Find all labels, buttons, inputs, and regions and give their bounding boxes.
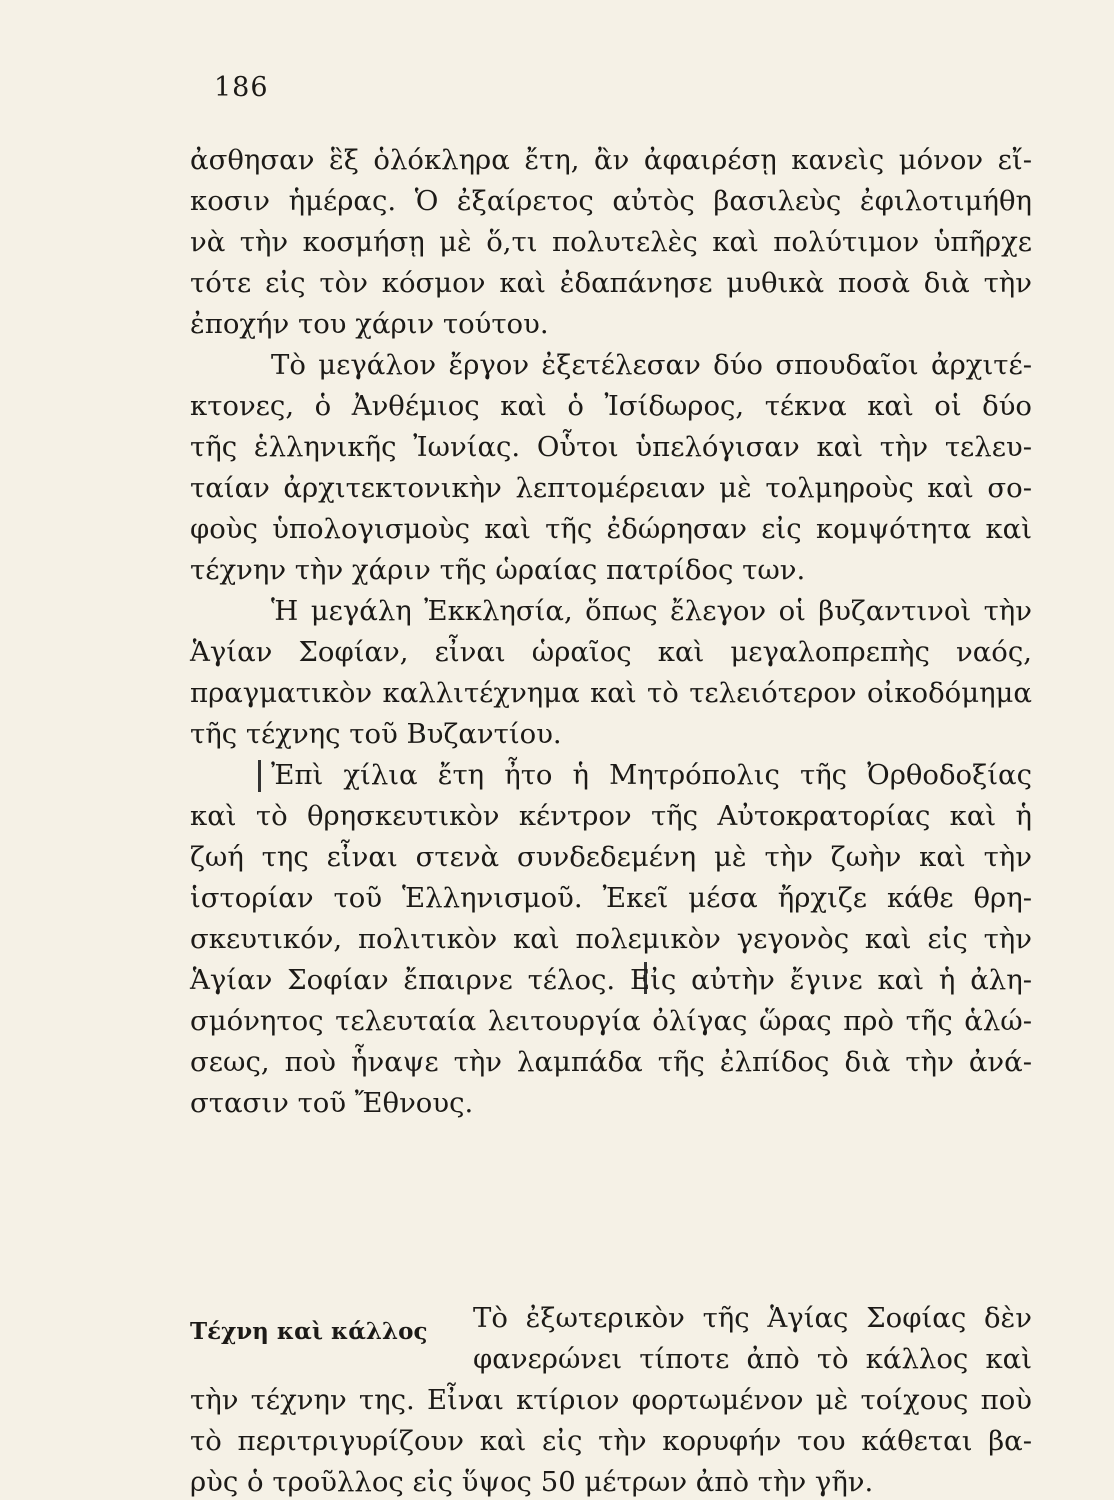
text-line: Ἁγίαν Σοφίαν, εἶναι ὡραῖος καὶ μεγαλοπρεπὴς ναός, xyxy=(190,636,1032,668)
text-line: φοὺς ὑπολογισμοὺς καὶ τῆς ἐδώρησαν εἰς κομψότητα καὶ xyxy=(190,513,1032,545)
text-line: Ἁγίαν Σοφίαν ἔπαιρνε τέλος. Εἰς αὐτὴν ἔγινε καὶ ἡ ἀλη- xyxy=(190,964,1032,996)
text-line: τῆς ἑλληνικῆς Ἰωνίας. Οὗτοι ὑπελόγισαν καὶ τὴν τελευ- xyxy=(190,431,1032,463)
text-line: κτονες, ὁ Ἀνθέμιος καὶ ὁ Ἰσίδωρος, τέκνα καὶ οἱ δύο xyxy=(190,390,1032,422)
text-line: στασιν τοῦ Ἔθνους. xyxy=(190,1087,474,1119)
text-line: σκευτικόν, πολιτικὸν καὶ πολεμικὸν γεγονὸς καὶ εἰς τὴν xyxy=(190,923,1032,955)
text-line: τέχνην τὴν χάριν τῆς ὡραίας πατρίδος των. xyxy=(190,554,806,586)
text-line: σεως, ποὺ ἧναψε τὴν λαμπάδα τῆς ἐλπίδος διὰ τὴν ἀνά- xyxy=(190,1046,1032,1078)
text-line: ζωή της εἶναι στενὰ συνδεδεμένη μὲ τὴν ζωὴν καὶ τὴν xyxy=(190,841,1032,873)
text-line: ρὺς ὁ τροῦλλος εἰς ὕψος 50 μέτρων ἀπὸ τὴν γῆν. xyxy=(190,1466,874,1498)
paragraph-start-line: Ἡ μεγάλη Ἐκκλησία, ὅπως ἔλεγον οἱ βυζαντινοὶ τὴν xyxy=(271,595,1032,627)
margin-heading: Τέχνη καὶ κάλλος xyxy=(190,1318,428,1345)
paragraph-start-line: Ἐπὶ χίλια ἔτη ἦτο ἡ Μητρόπολις τῆς Ὀρθοδοξίας xyxy=(271,759,1032,791)
text-line: καὶ τὸ θρησκευτικὸν κέντρον τῆς Αὐτοκρατορίας καὶ ἡ xyxy=(190,800,1032,832)
text-line: σμόνητος τελευταία λειτουργία ὀλίγας ὥρας πρὸ τῆς ἁλώ- xyxy=(190,1005,1032,1037)
text-line: τῆς τέχνης τοῦ Βυζαντίου. xyxy=(190,718,562,750)
text-line: νὰ τὴν κοσμήσῃ μὲ ὅ,τι πολυτελὲς καὶ πολύτιμον ὑπῆρχε xyxy=(190,226,1032,258)
text-line: ἱστορίαν τοῦ Ἑλληνισμοῦ. Ἐκεῖ μέσα ἤρχιζε κάθε θρη- xyxy=(190,882,1032,914)
page-number: 186 xyxy=(214,72,269,103)
text-line: ἐποχήν του χάριν τούτου. xyxy=(190,308,549,340)
text-line: κοσιν ἡμέρας. Ὁ ἐξαίρετος αὐτὸς βασιλεὺς ἐφιλοτιμήθη xyxy=(190,185,1032,217)
text-line: ταίαν ἀρχιτεκτονικὴν λεπτομέρειαν μὲ τολμηροὺς καὶ σο- xyxy=(190,472,1032,504)
margin-bracket-mark xyxy=(258,760,261,792)
text-line: τότε εἰς τὸν κόσμον καὶ ἐδαπάνησε μυθικὰ ποσὰ διὰ τὴν xyxy=(190,267,1032,299)
text-line: ἀσθησαν ἓξ ὁλόκληρα ἔτη, ἂν ἀφαιρέσῃ κανεὶς μόνον εἴ- xyxy=(190,144,1032,176)
text-line: τὸ περιτριγυρίζουν καὶ εἰς τὴν κορυφήν του κάθεται βα- xyxy=(190,1425,1032,1457)
text-line: πραγματικὸν καλλιτέχνημα καὶ τὸ τελειότερον οἰκοδόμημα xyxy=(190,677,1032,709)
text-line: Τὸ ἐξωτερικὸν τῆς Ἁγίας Σοφίας δὲν xyxy=(473,1302,1032,1334)
text-line: φανερώνει τίποτε ἀπὸ τὸ κάλλος καὶ xyxy=(473,1343,1032,1375)
paragraph-start-line: Τὸ μεγάλον ἔργον ἐξετέλεσαν δύο σπουδαῖοι ἀρχιτέ- xyxy=(271,349,1032,381)
text-line: τὴν τέχνην της. Εἶναι κτίριον φορτωμένον μὲ τοίχους ποὺ xyxy=(190,1384,1032,1416)
